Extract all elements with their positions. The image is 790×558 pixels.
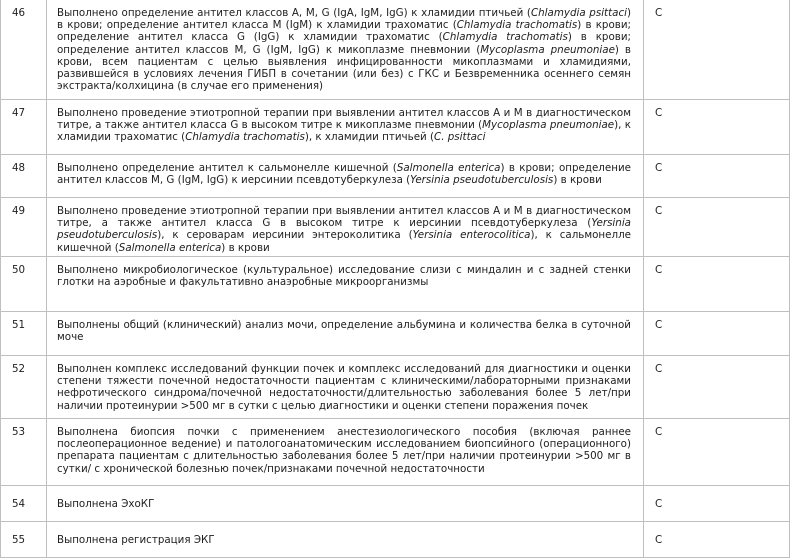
row-number: 46 [1,0,47,100]
table-row [1,486,790,522]
row-number: 54 [1,486,47,522]
table-row [1,155,790,198]
evidence-level: С [644,198,790,257]
criterion-text: Выполнено определение антител классов A, M, G (IgA, IgM, IgG) к хламидии птичьей (Chlamydia psittaci) в крови; определение антител класса M (IgM) к хламидии трахоматис (Chlamydia trachomatis) в крови; определение антител класса G (IgG) к хламидии трахоматис (Chlamydia trachomatis) в крови; определение антител классов M, G (IgM, IgG) к микоплазме пневмонии (Mycoplasma pneumoniae) в крови, всем пациентам с целью выявления инфицированности микоплазмами и хламидиями, развившейся в условиях лечения ГИБП в сочетании (или без) с ГКС и Безвременника осеннего семян экстракта/колхицина (в случае его применения) [47,0,644,100]
table-row [1,356,790,419]
row-number: 48 [1,155,47,198]
evidence-level: С [644,100,790,155]
evidence-level: С [644,155,790,198]
table-row [1,522,790,558]
row-number: 53 [1,419,47,486]
criterion-text: Выполнена биопсия почки с применением анестезиологического пособия (включая раннее послеоперационное ведение) и патологоанатомическим исследованием биопсийного (операционного) препарата пациентам с длительностью заболевания более 5 лет/при наличии протеинурии >500 мг в сутки/ с хронической болезнью почек/признаками почечной недостаточности [47,419,644,486]
criterion-text: Выполнено проведение этиотропной терапии при выявлении антител классов A и M в диагностическом титре, а также антител класса G в высоком титре к иерсинии псевдотуберкулеза (Yersinia pseudotuberculosis), к сероварам иерсинии энтероколитика (Yersinia enterocolitica), к сальмонелле кишечной (Salmonella enterica) в крови [47,198,644,257]
table-row [1,198,790,257]
row-number: 51 [1,312,47,356]
evidence-level: С [644,0,790,100]
criterion-text: Выполнено микробиологическое (культуральное) исследование слизи с миндалин и с задней стенки глотки на аэробные и факультативно анаэробные микроорганизмы [47,257,644,312]
row-number: 47 [1,100,47,155]
table-row [1,100,790,155]
evidence-level: С [644,419,790,486]
table-row [1,419,790,486]
evidence-level: С [644,486,790,522]
row-number: 49 [1,198,47,257]
evidence-level: С [644,522,790,558]
criterion-text: Выполнена регистрация ЭКГ [47,522,644,558]
row-number: 55 [1,522,47,558]
row-number: 50 [1,257,47,312]
criterion-text: Выполнены общий (клинический) анализ мочи, определение альбумина и количества белка в суточной моче [47,312,644,356]
table-row [1,312,790,356]
criterion-text: Выполнено проведение этиотропной терапии при выявлении антител классов A и M в диагностическом титре, а также антител класса G в высоком титре к микоплазме пневмонии (Mycoplasma pneumoniae), к хламидии трахоматис (Chlamydia trachomatis), к хламидии птичьей (C. psittaci [47,100,644,155]
evidence-level: С [644,356,790,419]
evidence-level: С [644,257,790,312]
table-row [1,257,790,312]
criterion-text: Выполнена ЭхоКГ [47,486,644,522]
table-row [1,0,790,100]
criterion-text: Выполнено определение антител к сальмонелле кишечной (Salmonella enterica) в крови; определение антител классов M, G (IgM, IgG) к иерсинии псевдотуберкулеза (Yersinia pseudotuberculosis) в крови [47,155,644,198]
evidence-level: С [644,312,790,356]
criterion-text: Выполнен комплекс исследований функции почек и комплекс исследований для диагностики и оценки степени тяжести почечной недостаточности пациентам с клиническими/лабораторными признаками нефротического синдрома/почечной недостаточности/длительностью заболевания более 5 лет/при наличии протеинурии >500 мг в сутки с целью диагностики и оценки степени поражения почек [47,356,644,419]
row-number: 52 [1,356,47,419]
